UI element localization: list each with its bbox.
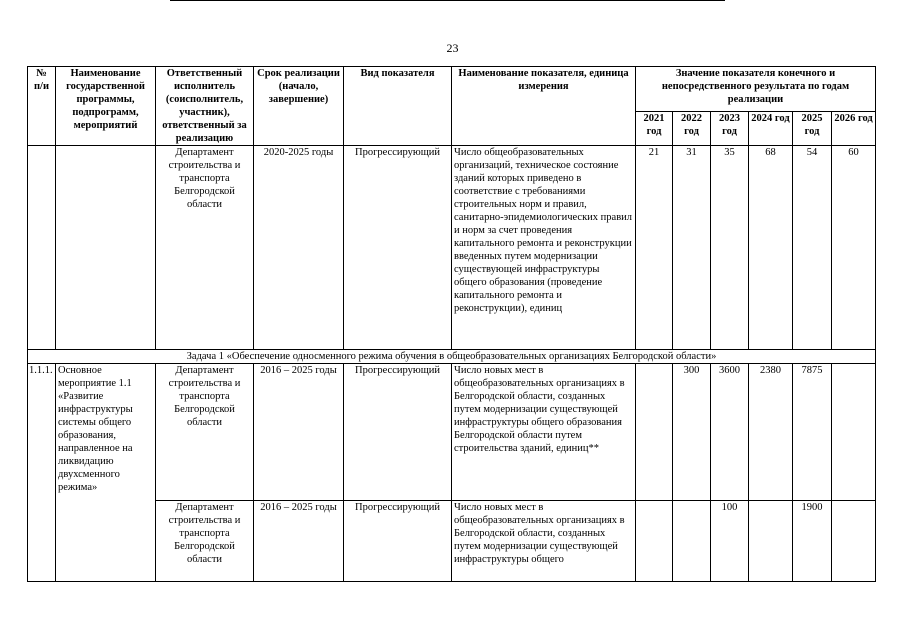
row-value: 100 <box>711 501 749 582</box>
row-executor: Департамент строительства и транспорта Белгородской области <box>156 146 254 350</box>
row-indicator: Число новых мест в общеобразовательных организациях в Белгородской области, созданных путем модернизации существующей инфраструктуры общего образования Белгородской области путем строительства зданий, единиц** <box>452 364 636 501</box>
header-year: 2022 год <box>673 111 711 145</box>
row-type: Прогрессирующий <box>344 146 452 350</box>
row-value: 35 <box>711 146 749 350</box>
row-num <box>28 146 56 350</box>
row-name: Основное мероприятие 1.1 «Развитие инфраструктуры системы общего образования, направленное на ликвидацию двухсменного режима» <box>56 364 156 582</box>
page-number: 23 <box>446 41 459 55</box>
row-type: Прогрессирующий <box>344 501 452 582</box>
header-year: 2026 год <box>832 111 876 145</box>
header-year: 2025 год <box>793 111 832 145</box>
table-row <box>28 364 876 501</box>
top-rule <box>170 0 725 1</box>
task-row <box>28 350 876 364</box>
row-value <box>636 501 673 582</box>
row-term: 2016 – 2025 годы <box>254 501 344 582</box>
row-name <box>56 146 156 350</box>
row-term: 2016 – 2025 годы <box>254 364 344 501</box>
row-value: 21 <box>636 146 673 350</box>
row-indicator: Число новых мест в общеобразовательных организациях в Белгородской области, созданных путем модернизации существующей инфраструктуры общего <box>452 501 636 582</box>
table-row <box>28 501 876 582</box>
row-indicator: Число общеобразовательных организаций, техническое состояние зданий которых приведено в соответствие с требованиями строительных норм и правил, санитарно-эпидемиологических правил и норм за счет проведения капитального ремонта и реконструкции введенных путем модернизации существующей инфраструктуры общего образования (проведение капитального ремонта и реконструкции), единиц <box>452 146 636 350</box>
header-term: Срок реализации (начало, завершение) <box>254 67 344 146</box>
header-year: 2021 год <box>636 111 673 145</box>
header-year: 2024 год <box>749 111 793 145</box>
header-executor: Ответственный исполнитель (соисполнитель, участник), ответственный за реализацию <box>156 67 254 146</box>
row-executor: Департамент строительства и транспорта Белгородской области <box>156 501 254 582</box>
row-value: 300 <box>673 364 711 501</box>
header-indicator-name: Наименование показателя, единица измерения <box>452 67 636 146</box>
program-table <box>27 66 876 582</box>
row-value <box>832 364 876 501</box>
row-value <box>636 364 673 501</box>
task-title: Задача 1 «Обеспечение односменного режима обучения в общеобразовательных организациях Белгородской области» <box>28 350 876 364</box>
row-value: 1900 <box>793 501 832 582</box>
header-num: № п/и <box>28 67 56 146</box>
row-value <box>673 501 711 582</box>
row-value <box>749 501 793 582</box>
row-value: 68 <box>749 146 793 350</box>
table-row <box>28 146 876 350</box>
header-name: Наименование государственной программы, подпрограмм, мероприятий <box>56 67 156 146</box>
header-year: 2023 год <box>711 111 749 145</box>
row-value: 60 <box>832 146 876 350</box>
row-value: 3600 <box>711 364 749 501</box>
header-value-group: Значение показателя конечного и непосредственного результата по годам реализации <box>636 67 876 112</box>
row-value: 2380 <box>749 364 793 501</box>
row-num: 1.1.1. <box>28 364 56 582</box>
row-type: Прогрессирующий <box>344 364 452 501</box>
header-indicator-type: Вид показателя <box>344 67 452 146</box>
row-value: 54 <box>793 146 832 350</box>
row-term: 2020-2025 годы <box>254 146 344 350</box>
row-value <box>832 501 876 582</box>
row-value: 7875 <box>793 364 832 501</box>
row-executor: Департамент строительства и транспорта Белгородской области <box>156 364 254 501</box>
row-value: 31 <box>673 146 711 350</box>
